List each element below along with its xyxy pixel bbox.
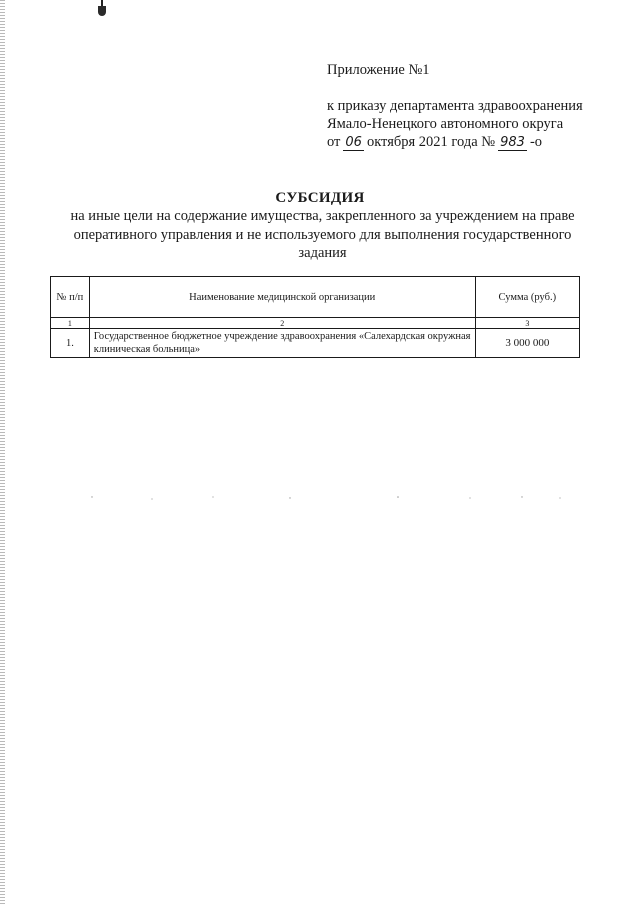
order-date-prefix: от: [327, 134, 341, 150]
staple-mark: [96, 0, 108, 18]
row-number: 1.: [51, 329, 90, 358]
table-header-row: [51, 277, 580, 318]
header-sum: Сумма (руб.): [475, 277, 579, 318]
table-row: [51, 329, 580, 358]
document-subtitle: на иные цели на содержание имущества, закрепленного за учреждением на праве оперативного управления и не используемого для выполнения государственного задания: [70, 208, 575, 261]
document-title: СУБСИДИЯ: [275, 190, 365, 206]
scan-edge: [0, 0, 5, 905]
column-number: 1: [51, 318, 90, 329]
appendix-label: Приложение №1: [327, 62, 430, 78]
subsidy-table: [50, 276, 580, 358]
column-number-row: [51, 318, 580, 329]
organization-name: Государственное бюджетное учреждение здравоохранения «Салехардская окружная клиническая больница»: [89, 329, 475, 358]
order-line-1: к приказу департамента здравоохранения: [327, 98, 583, 114]
subsidy-sum: 3 000 000: [475, 329, 579, 358]
order-number-suffix: -о: [529, 134, 543, 150]
handwritten-day: 06: [345, 135, 362, 150]
column-number: 2: [89, 318, 475, 329]
order-line-3: [327, 133, 583, 151]
column-number: 3: [475, 318, 579, 329]
order-line-2: Ямало-Ненецкого автономного округа: [327, 116, 564, 132]
header-number: № п/п: [51, 277, 90, 318]
header-organization: Наименование медицинской организации: [89, 277, 475, 318]
order-date-text: октября 2021 года №: [366, 134, 496, 150]
handwritten-number: 983: [500, 135, 525, 150]
order-reference: [327, 97, 583, 151]
